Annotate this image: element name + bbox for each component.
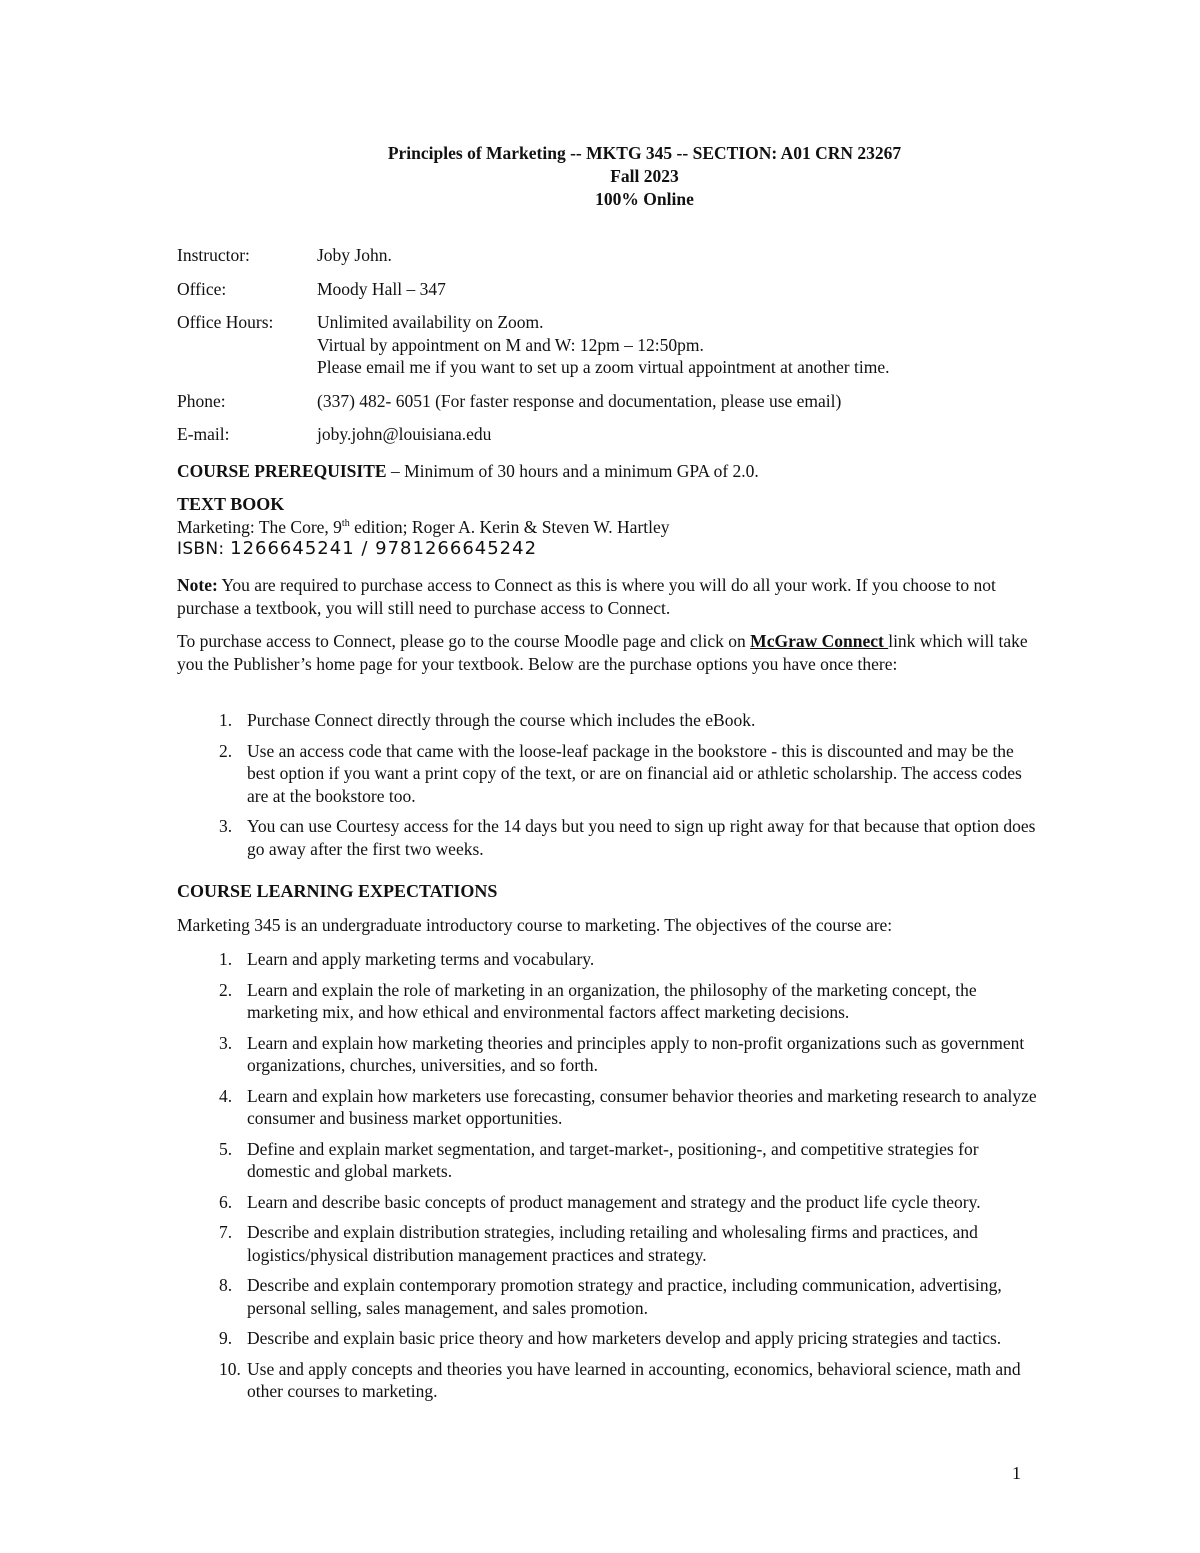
list-item [177, 1221, 1037, 1266]
list-item-text: Use an access code that came with the loose-leaf package in the bookstore - this is discounted and may be the best option if you want a print copy of the text, or are on financial aid or athletic scholarship. The access codes are at the bookstore too. [247, 740, 1022, 806]
list-item [177, 709, 1037, 732]
list-item-number [177, 1085, 247, 1130]
list-item-number [177, 1327, 247, 1350]
purchase-text: To purchase access to Connect, please go to the course Moodle page and click on [177, 631, 751, 651]
list-item-number [177, 1138, 247, 1183]
list-item [177, 740, 1037, 808]
list-item-number [177, 1191, 247, 1214]
list-item [177, 1085, 1037, 1130]
list-item-number [177, 815, 247, 860]
list-item-number-text: 4. [219, 1085, 233, 1106]
textbook-heading: TEXT BOOK [177, 494, 285, 514]
page-number: 1 [1012, 1463, 1021, 1483]
document-title [177, 142, 1112, 211]
list-item-number-text: 10. [219, 1358, 241, 1379]
list-item-text: You can use Courtesy access for the 14 days but you need to sign up right away for that because that option does go away after the first two weeks. [247, 816, 1036, 859]
contact-info [177, 244, 1037, 457]
isbn-label: ISBN: [177, 539, 231, 559]
list-item [177, 979, 1037, 1024]
list-item-text: Describe and explain contemporary promotion strategy and practice, including communication, advertising, personal selling, sales management, and sales promotion. [247, 1275, 1002, 1318]
list-item-number [177, 1221, 247, 1266]
list-item-text: Purchase Connect directly through the course which includes the eBook. [247, 710, 756, 730]
instructor-label: Instructor: [177, 245, 250, 265]
list-item-text: Use and apply concepts and theories you have learned in accounting, economics, behavioral science, math and other courses to marketing. [247, 1358, 1021, 1401]
list-item [177, 1274, 1037, 1319]
phone-row [177, 390, 1037, 413]
isbn [177, 538, 1037, 561]
list-item-number [177, 740, 247, 808]
instructor-name: Joby John. [317, 245, 392, 265]
expectations-heading: COURSE LEARNING EXPECTATIONS [177, 881, 498, 901]
textbook-title [177, 516, 1037, 539]
office-hours-label: Office Hours: [177, 312, 274, 332]
office-label: Office: [177, 278, 227, 299]
list-item-number-text: 9. [219, 1328, 233, 1348]
list-item-text: Learn and explain how marketing theories and principles apply to non-profit organizations such as government organizations, churches, universities, and so forth. [247, 1032, 1025, 1075]
note-paragraph [177, 574, 1037, 619]
term: Fall 2023 [610, 166, 679, 186]
purchase-text-continued: link which will take you the Publisher’s home page for your textbook. Below are the purchase options you have once there: [177, 631, 1028, 674]
list-item [177, 1358, 1037, 1403]
list-item-number-text: 5. [219, 1138, 233, 1159]
list-item-number-text: 3. [219, 1032, 233, 1053]
list-item-number-text: 3. [219, 816, 233, 836]
list-item [177, 948, 1037, 971]
edition-superscript: th [341, 517, 350, 529]
list-item-number-text: 1. [219, 710, 233, 730]
instructor-row [177, 244, 1037, 267]
prerequisite [177, 460, 1037, 483]
list-item-number-text: 2. [219, 979, 233, 1000]
list-item-number [177, 1032, 247, 1077]
office-hours-row [177, 311, 1037, 379]
mcgraw-connect-link[interactable]: McGraw Connect [750, 631, 889, 651]
list-item [177, 1327, 1037, 1350]
list-item-number [177, 1358, 247, 1403]
list-item-number [177, 709, 247, 732]
phone-label: Phone: [177, 390, 226, 411]
list-item-number-text: 2. [219, 740, 233, 761]
list-item-text: Learn and explain the role of marketing in an organization, the philosophy of the marketing concept, the marketing mix, and how ethical and environmental factors affect marketing decisions. [247, 979, 977, 1022]
note-label: Note: [177, 575, 218, 595]
course-title: Principles of Marketing -- MKTG 345 -- SECTION: A01 CRN 23267 [387, 143, 902, 163]
email-address[interactable]: joby.john@louisiana.edu [317, 424, 492, 444]
purchase-options-list [177, 709, 1037, 868]
prerequisite-text: – Minimum of 30 hours and a minimum GPA of 2.0. [386, 461, 759, 481]
office-location: Moody Hall – 347 [317, 278, 446, 299]
prerequisite-label: COURSE PREREQUISITE [177, 461, 387, 481]
list-item [177, 1138, 1037, 1183]
list-item [177, 1032, 1037, 1077]
phone-number: (337) 482- 6051 (For faster response and documentation, please use email) [317, 390, 842, 411]
office-row [177, 278, 1037, 301]
office-hours-line: Please email me if you want to set up a zoom virtual appointment at another time. [317, 357, 890, 377]
textbook-authors: edition; Roger A. Kerin & Steven W. Hartley [349, 516, 670, 537]
list-item [177, 1191, 1037, 1214]
isbn-number: 1266645241 / 9781266645242 [230, 538, 538, 559]
list-item-text: Describe and explain distribution strategies, including retailing and wholesaling firms and practices, and logistics/physical distribution management practices and strategy. [247, 1222, 978, 1265]
email-row [177, 423, 1037, 446]
objectives-list [177, 948, 1037, 1411]
office-hours [317, 311, 889, 379]
list-item-number [177, 1274, 247, 1319]
list-item-text: Learn and apply marketing terms and vocabulary. [247, 949, 595, 969]
email-label: E-mail: [177, 424, 230, 444]
list-item-number-text: 1. [219, 949, 233, 969]
list-item-number [177, 948, 247, 971]
list-item-text: Learn and describe basic concepts of product management and strategy and the product life cycle theory. [247, 1191, 981, 1212]
list-item-number-text: 8. [219, 1275, 233, 1295]
list-item-text: Define and explain market segmentation, and target-market-, positioning-, and competitive strategies for domestic and global markets. [247, 1138, 979, 1181]
office-hours-line: Virtual by appointment on M and W: 12pm – 12:50pm. [317, 334, 704, 355]
list-item-number-text: 6. [219, 1191, 233, 1212]
list-item-text: Describe and explain basic price theory and how marketers develop and apply pricing strategies and tactics. [247, 1328, 1002, 1348]
textbook-section [177, 493, 1037, 561]
list-item-number [177, 979, 247, 1024]
list-item [177, 815, 1037, 860]
textbook-title-text: Marketing: The Core, 9 [177, 516, 342, 537]
office-hours-line: Unlimited availability on Zoom. [317, 312, 544, 332]
note-text: You are required to purchase access to Connect as this is where you will do all your work. If you choose to not purchase a textbook, you will still need to purchase access to Connect. [177, 575, 996, 618]
list-item-number-text: 7. [219, 1222, 233, 1242]
list-item-text: Learn and explain how marketers use forecasting, consumer behavior theories and marketing research to analyze consumer and business market opportunities. [247, 1085, 1037, 1128]
expectations-intro: Marketing 345 is an undergraduate introductory course to marketing. The objectives of the course are: [177, 915, 893, 935]
delivery-mode: 100% Online [595, 189, 694, 209]
purchase-paragraph [177, 630, 1037, 675]
